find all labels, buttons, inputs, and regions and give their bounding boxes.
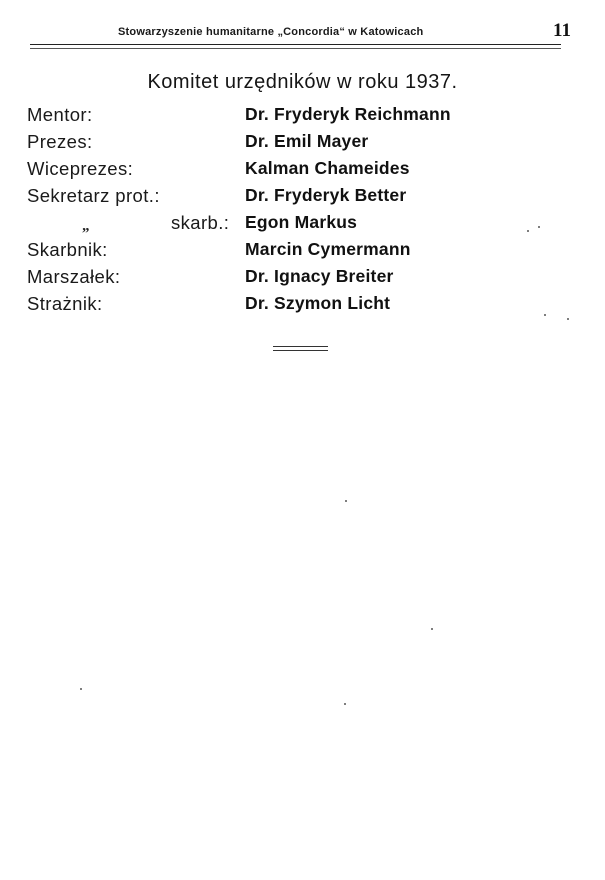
print-speck: [567, 318, 569, 320]
committee-row: [0, 185, 605, 212]
header-rule: [30, 44, 561, 45]
committee-row: [0, 212, 605, 239]
committee-row: [0, 131, 605, 158]
committee-row: [0, 266, 605, 293]
member-name: Dr. Fryderyk Reichmann: [245, 104, 451, 124]
member-name: Dr. Fryderyk Better: [245, 185, 407, 205]
print-speck: [544, 314, 546, 316]
role-label: Strażnik:: [27, 293, 103, 314]
page-number: 11: [553, 20, 571, 41]
print-speck: [527, 230, 529, 232]
committee-row: [0, 239, 605, 266]
member-name: Dr. Ignacy Breiter: [245, 266, 394, 286]
print-speck: [344, 703, 346, 705]
member-name: Egon Markus: [245, 212, 358, 232]
header-rule-secondary: [30, 48, 561, 49]
role-label: Skarbnik:: [27, 239, 108, 260]
closing-rule: [273, 346, 328, 347]
committee-row: [0, 104, 605, 131]
committee-row: [0, 158, 605, 185]
print-speck: [431, 628, 433, 630]
print-speck: [538, 226, 540, 228]
print-speck: [80, 688, 82, 690]
member-name: Kalman Chameides: [245, 158, 410, 178]
print-speck: [345, 500, 347, 502]
role-label: Mentor:: [27, 104, 93, 125]
running-title: Stowarzyszenie humanitarne „Concordia“ w Katowicach: [118, 26, 424, 38]
member-name: Marcin Cymermann: [245, 239, 411, 259]
role-label: Marszałek:: [27, 266, 121, 287]
member-name: Dr. Emil Mayer: [245, 131, 369, 151]
sub-role-label: skarb.:: [171, 212, 230, 233]
role-label: Sekretarz prot.:: [27, 185, 160, 206]
role-label: Prezes:: [27, 131, 93, 152]
page-title: Komitet urzędników w roku 1937.: [147, 71, 458, 93]
ditto-mark: „: [82, 218, 90, 234]
role-label: Wiceprezes:: [27, 158, 134, 179]
member-name: Dr. Szymon Licht: [245, 293, 391, 313]
committee-row: [0, 293, 605, 320]
closing-rule-secondary: [273, 350, 328, 351]
